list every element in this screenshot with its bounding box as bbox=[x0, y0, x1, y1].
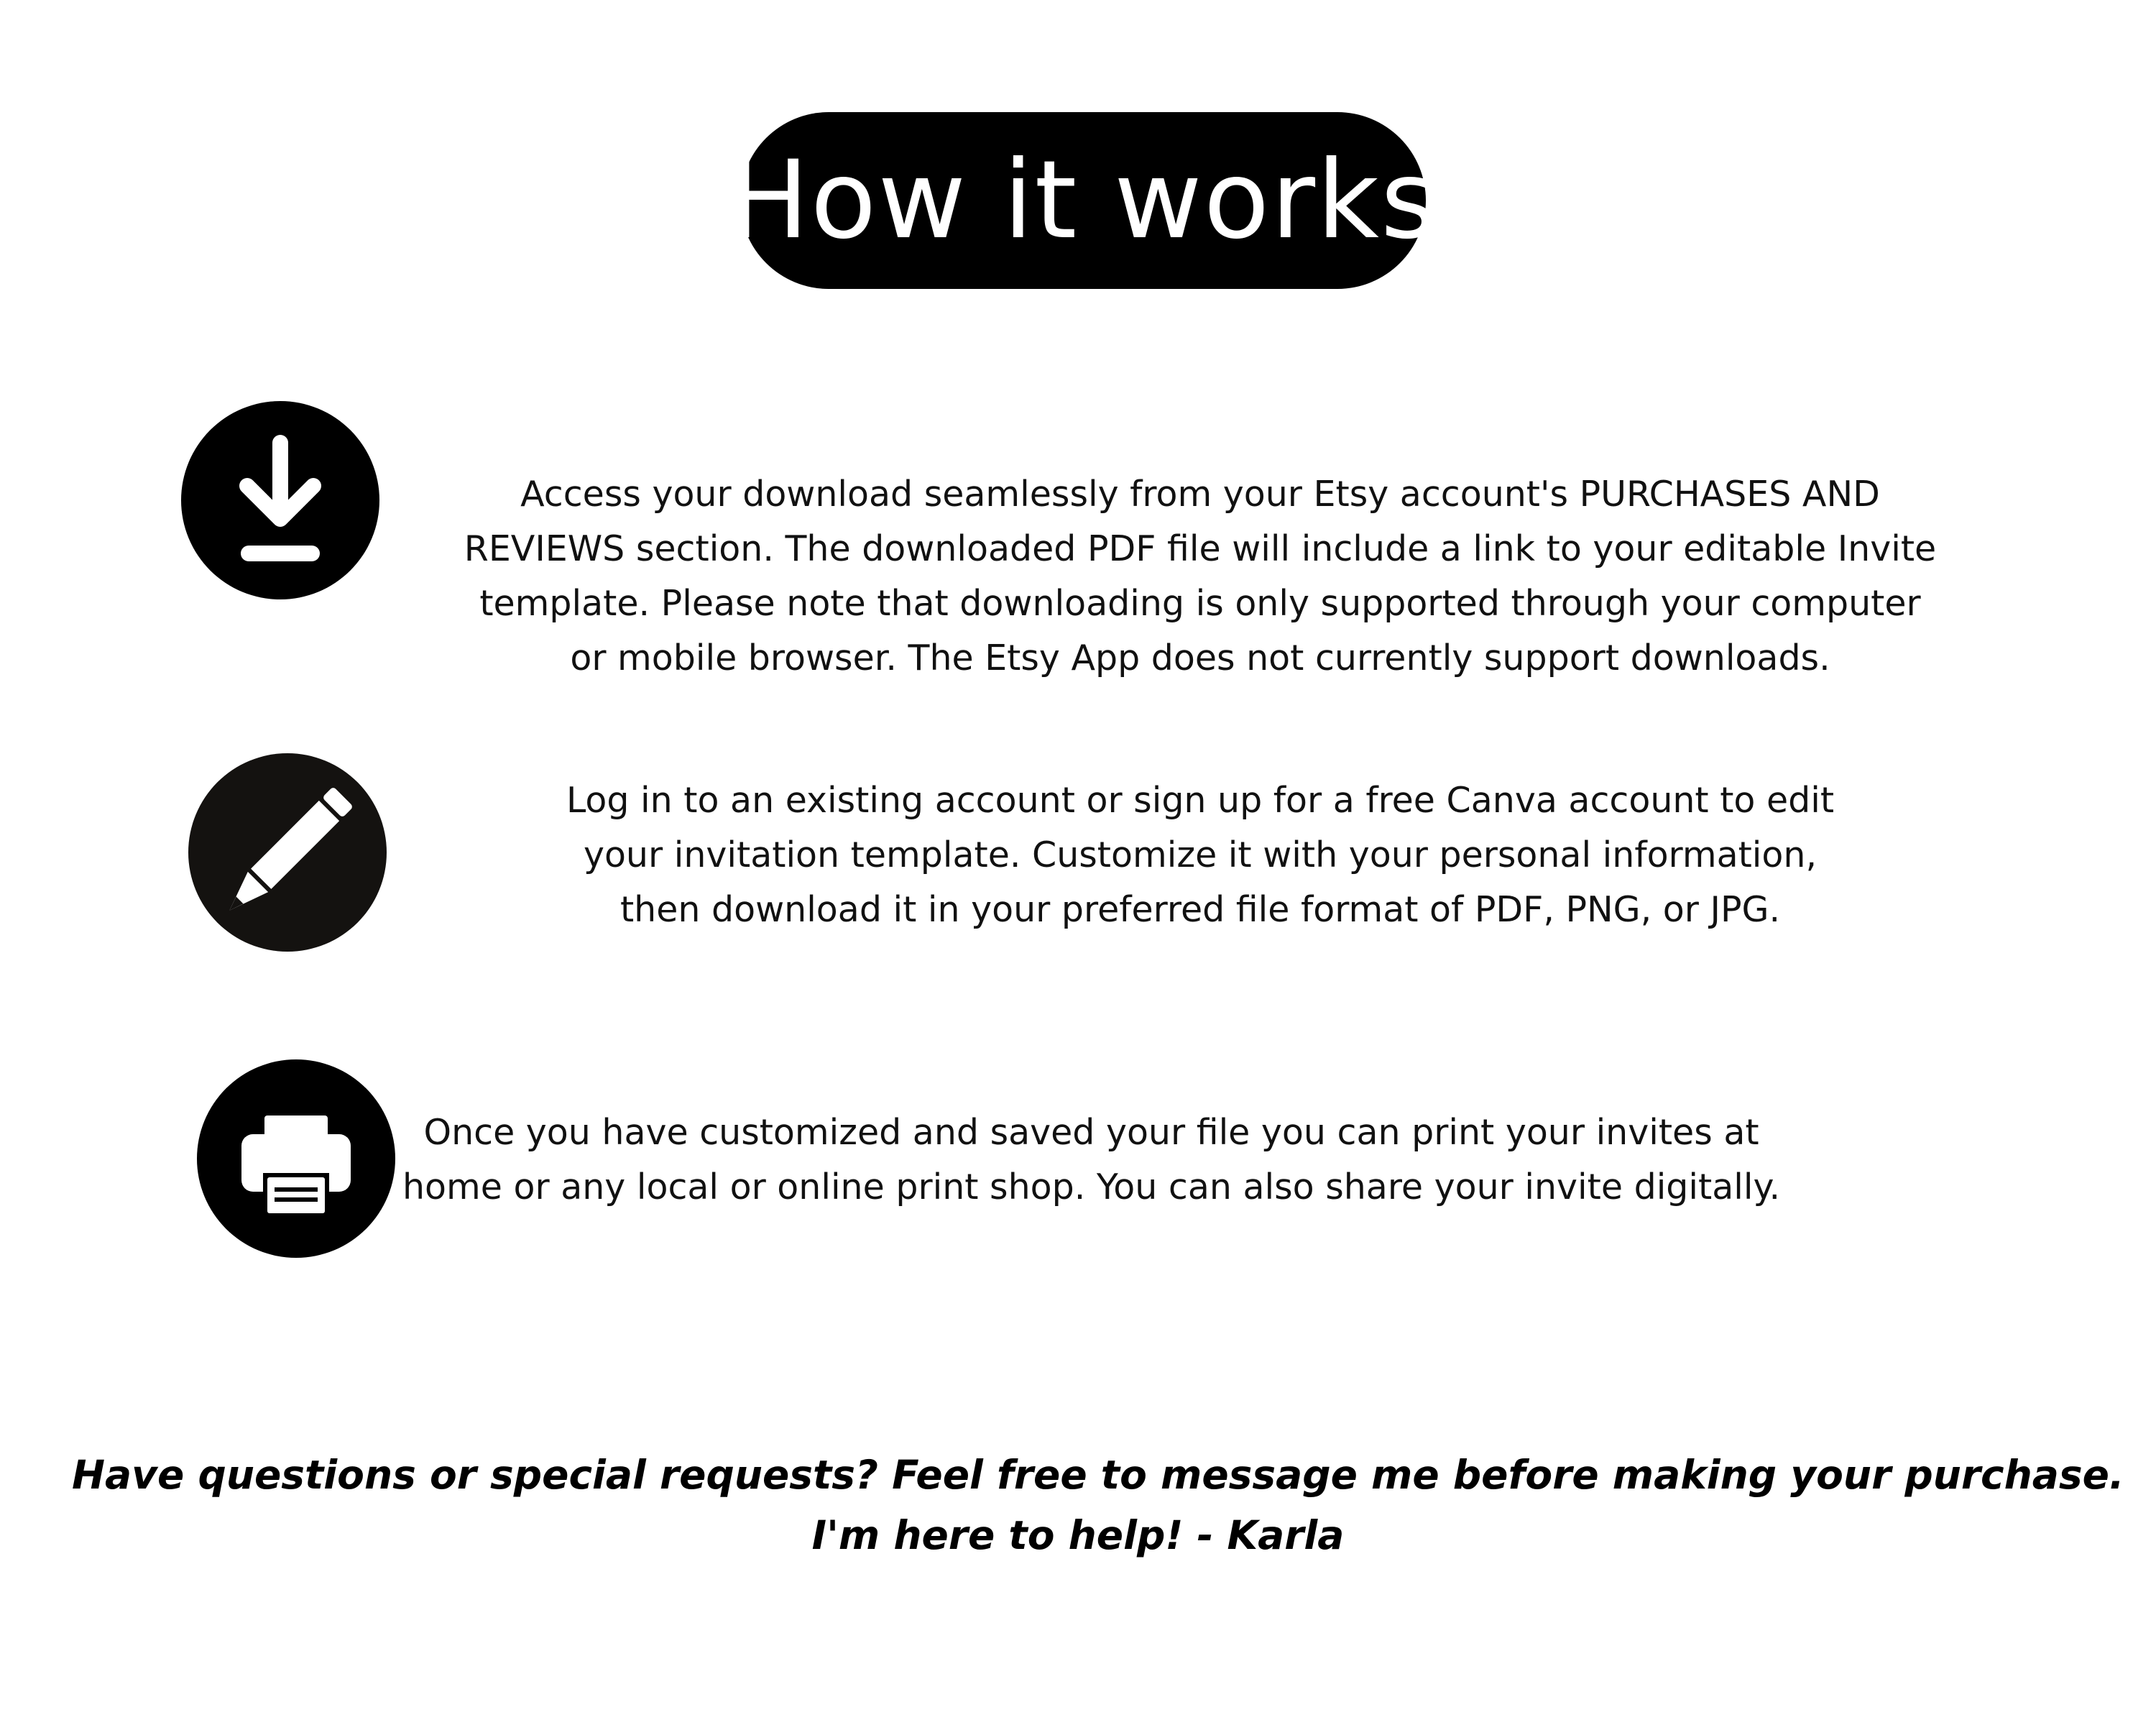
step-1-description bbox=[402, 467, 1998, 686]
step-3-line: home or any local or online print shop. You can also share your invite digitally. bbox=[402, 1167, 1781, 1208]
step-2-line: Log in to an existing account or sign up for a free Canva account to edit bbox=[566, 780, 1835, 821]
page-title: How it works bbox=[727, 138, 1439, 263]
step-3-description bbox=[402, 1105, 1780, 1215]
printer-icon bbox=[197, 1059, 395, 1258]
footer-signature: I'm here to help! - Karla bbox=[811, 1512, 1345, 1558]
step-1-line: REVIEWS section. The downloaded PDF file will include a link to your editable Invite bbox=[464, 528, 1937, 569]
step-1-line: template. Please note that downloading is only supported through your computer bbox=[479, 583, 1921, 624]
download-icon bbox=[181, 401, 379, 599]
footer-note bbox=[72, 1445, 2124, 1565]
step-1-line: or mobile browser. The Etsy App does not currently support downloads. bbox=[570, 638, 1830, 678]
step-1-line: Access your download seamlessly from your Etsy account's PURCHASES AND bbox=[520, 474, 1880, 515]
step-2-line: then download it in your preferred file format of PDF, PNG, or JPG. bbox=[619, 889, 1781, 930]
pencil-icon bbox=[188, 753, 387, 952]
footer-line: Have questions or special requests? Feel free to message me before making your purchase. bbox=[72, 1452, 2124, 1498]
step-3-line: Once you have customized and saved your file you can print your invites at bbox=[423, 1112, 1759, 1153]
step-2-description bbox=[474, 773, 1926, 937]
step-2-line: your invitation template. Customize it with your personal information, bbox=[583, 834, 1818, 875]
title-banner bbox=[727, 112, 1439, 289]
